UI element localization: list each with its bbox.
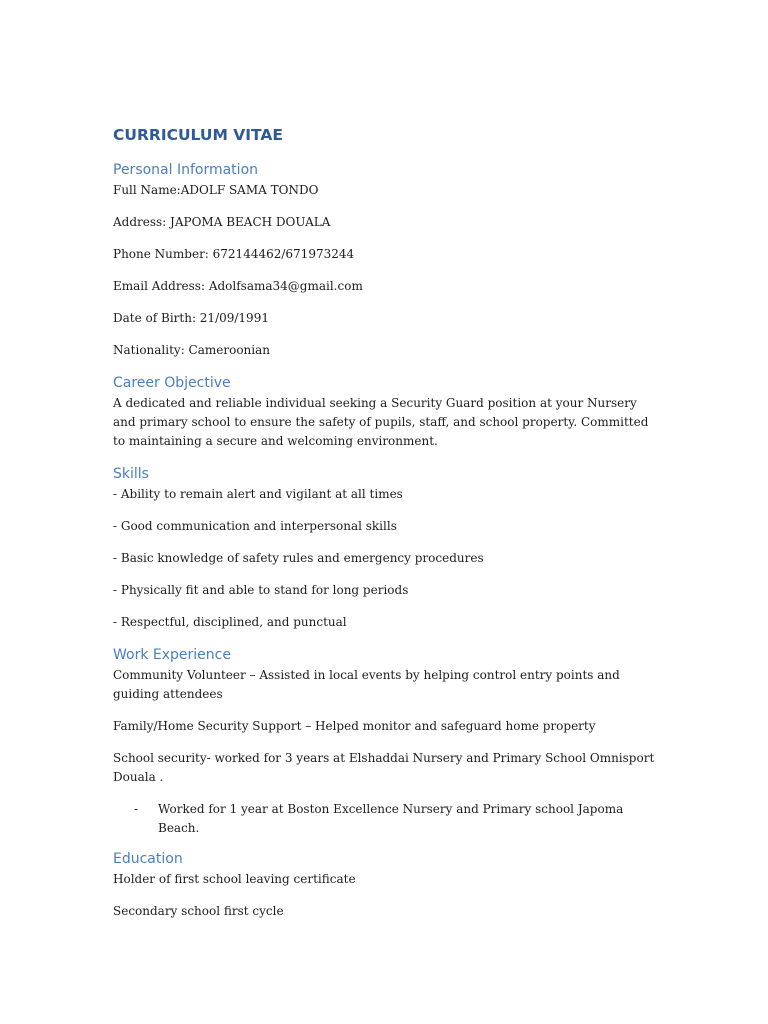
document-title: CURRICULUM VITAE — [113, 126, 284, 144]
experience-bullet-text: Worked for 1 year at Boston Excellence Nursery and Primary school Japoma Beach. — [158, 802, 624, 835]
education-item: Holder of first school leaving certificate — [113, 872, 356, 886]
experience-item: Family/Home Security Support – Helped monitor and safeguard home property — [113, 719, 596, 733]
skill-item: - Basic knowledge of safety rules and emergency procedures — [113, 551, 484, 565]
skill-item: - Good communication and interpersonal skills — [113, 519, 397, 533]
experience-bullet-item — [113, 800, 658, 838]
skills-section — [113, 464, 658, 632]
phone-number: Phone Number: 672144462/671973244 — [113, 247, 355, 261]
address: Address: JAPOMA BEACH DOUALA — [113, 215, 331, 229]
experience-item: Community Volunteer – Assisted in local events by helping control entry points and guiding attendees — [113, 668, 620, 701]
career-objective-heading: Career Objective — [113, 375, 231, 391]
date-of-birth: Date of Birth: 21/09/1991 — [113, 311, 269, 325]
personal-information-heading: Personal Information — [113, 162, 259, 178]
experience-item: School security- worked for 3 years at Elshaddai Nursery and Primary School Omnisport Douala . — [113, 751, 655, 784]
skills-heading: Skills — [113, 466, 149, 482]
work-experience-section — [113, 645, 658, 838]
skill-item: - Physically fit and able to stand for long periods — [113, 583, 409, 597]
career-objective-text: A dedicated and reliable individual seeking a Security Guard position at your Nursery and primary school to ensure the safety of pupils, staff, and school property. Committed to maintaining a secure and welcoming environment. — [113, 396, 649, 448]
education-item: Secondary school first cycle — [113, 904, 284, 918]
personal-information-section — [113, 160, 658, 360]
education-heading: Education — [113, 851, 183, 867]
full-name: Full Name:ADOLF SAMA TONDO — [113, 183, 319, 197]
nationality: Nationality: Cameroonian — [113, 343, 271, 357]
skill-item: - Respectful, disciplined, and punctual — [113, 615, 347, 629]
education-section — [113, 849, 658, 921]
skill-item: - Ability to remain alert and vigilant at all times — [113, 487, 403, 501]
email-address: Email Address: Adolfsama34@gmail.com — [113, 279, 363, 293]
experience-bullet-list — [113, 800, 658, 838]
document-body — [113, 124, 658, 934]
dash-bullet: - — [134, 802, 139, 816]
work-experience-heading: Work Experience — [113, 647, 231, 663]
career-objective-section — [113, 373, 658, 451]
